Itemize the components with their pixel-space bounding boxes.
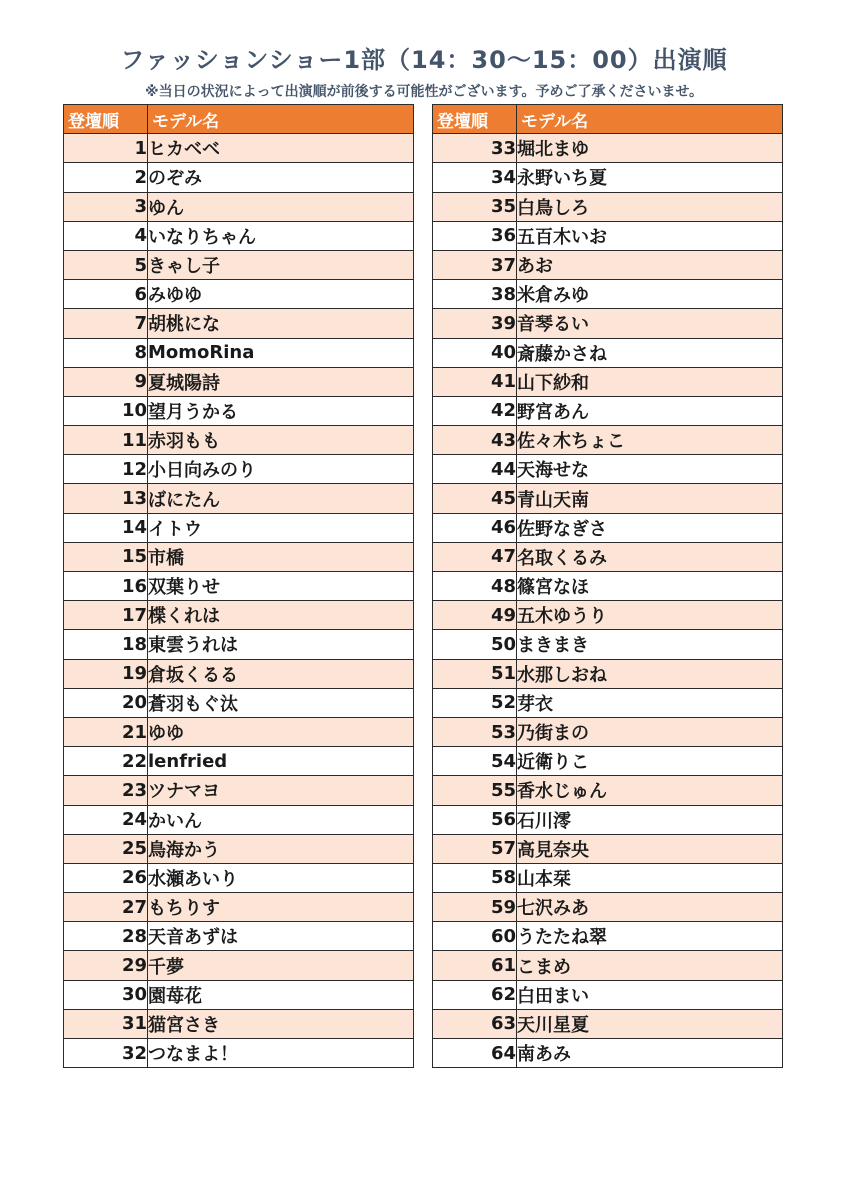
table-row xyxy=(64,484,414,513)
model-name: 東雲うれは xyxy=(148,630,414,659)
table-row xyxy=(433,513,783,542)
order-number: 23 xyxy=(64,776,148,805)
table-row xyxy=(64,513,414,542)
table-row xyxy=(433,396,783,425)
table-row xyxy=(433,893,783,922)
lineup-table-right xyxy=(432,104,783,1068)
table-row xyxy=(64,221,414,250)
order-number: 60 xyxy=(433,922,517,951)
model-name: 斎藤かさね xyxy=(517,338,783,367)
model-name: 天川星夏 xyxy=(517,1009,783,1038)
order-number: 53 xyxy=(433,717,517,746)
model-name: 鳥海かう xyxy=(148,834,414,863)
table-row xyxy=(433,572,783,601)
order-number: 45 xyxy=(433,484,517,513)
table-row xyxy=(64,163,414,192)
model-name: 五百木いお xyxy=(517,221,783,250)
model-name: 胡桃にな xyxy=(148,309,414,338)
lineup-table-left xyxy=(63,104,414,1068)
order-number: 59 xyxy=(433,893,517,922)
model-name: MomoRina xyxy=(148,338,414,367)
model-name: ゆゆ xyxy=(148,717,414,746)
order-number: 36 xyxy=(433,221,517,250)
header-order: 登壇順 xyxy=(433,105,517,134)
order-number: 27 xyxy=(64,893,148,922)
table-row xyxy=(64,630,414,659)
order-number: 39 xyxy=(433,309,517,338)
table-row xyxy=(433,659,783,688)
order-number: 50 xyxy=(433,630,517,659)
model-name: ツナマヨ xyxy=(148,776,414,805)
table-row xyxy=(64,367,414,396)
model-name: 堀北まゆ xyxy=(517,134,783,163)
order-number: 28 xyxy=(64,922,148,951)
order-number: 20 xyxy=(64,688,148,717)
model-name: 佐々木ちょこ xyxy=(517,426,783,455)
order-number: 43 xyxy=(433,426,517,455)
table-row xyxy=(433,1009,783,1038)
table-row xyxy=(433,250,783,279)
model-name: 南あみ xyxy=(517,1039,783,1068)
table-row xyxy=(64,688,414,717)
order-number: 9 xyxy=(64,367,148,396)
table-row xyxy=(64,951,414,980)
order-number: 30 xyxy=(64,980,148,1009)
order-number: 33 xyxy=(433,134,517,163)
table-row xyxy=(433,280,783,309)
table-row xyxy=(433,951,783,980)
model-name: ゆん xyxy=(148,192,414,221)
model-name: 高見奈央 xyxy=(517,834,783,863)
table-row xyxy=(64,134,414,163)
order-number: 16 xyxy=(64,572,148,601)
model-name: イトウ xyxy=(148,513,414,542)
order-number: 25 xyxy=(64,834,148,863)
model-name: lenfried xyxy=(148,747,414,776)
model-name: ばにたん xyxy=(148,484,414,513)
model-name: 五木ゆうり xyxy=(517,601,783,630)
table-row xyxy=(64,192,414,221)
order-number: 55 xyxy=(433,776,517,805)
table-row xyxy=(64,659,414,688)
table-row xyxy=(433,980,783,1009)
order-number: 6 xyxy=(64,280,148,309)
table-row xyxy=(64,601,414,630)
order-number: 46 xyxy=(433,513,517,542)
table-row xyxy=(64,717,414,746)
table-row xyxy=(433,484,783,513)
table-row xyxy=(433,455,783,484)
order-number: 41 xyxy=(433,367,517,396)
model-name: 水瀬あいり xyxy=(148,863,414,892)
order-number: 61 xyxy=(433,951,517,980)
table-row xyxy=(433,134,783,163)
table-row xyxy=(64,922,414,951)
model-name: あお xyxy=(517,250,783,279)
model-name: 近衛りこ xyxy=(517,747,783,776)
order-number: 62 xyxy=(433,980,517,1009)
order-number: 10 xyxy=(64,396,148,425)
header-model-name: モデル名 xyxy=(148,105,414,134)
header-order: 登壇順 xyxy=(64,105,148,134)
order-number: 63 xyxy=(433,1009,517,1038)
order-number: 58 xyxy=(433,863,517,892)
model-name: のぞみ xyxy=(148,163,414,192)
order-number: 26 xyxy=(64,863,148,892)
model-name: 天音あずは xyxy=(148,922,414,951)
table-row xyxy=(433,630,783,659)
order-number: 34 xyxy=(433,163,517,192)
model-name: 猫宮さき xyxy=(148,1009,414,1038)
order-number: 3 xyxy=(64,192,148,221)
model-name: きゃし子 xyxy=(148,250,414,279)
table-header-row xyxy=(64,105,414,134)
model-name: ヒカベベ xyxy=(148,134,414,163)
model-name: 芽衣 xyxy=(517,688,783,717)
order-number: 37 xyxy=(433,250,517,279)
table-row xyxy=(433,221,783,250)
table-row xyxy=(64,834,414,863)
order-number: 1 xyxy=(64,134,148,163)
model-name: 蒼羽もぐ汰 xyxy=(148,688,414,717)
order-number: 21 xyxy=(64,717,148,746)
model-name: かいん xyxy=(148,805,414,834)
model-name: 倉坂くるる xyxy=(148,659,414,688)
order-number: 54 xyxy=(433,747,517,776)
order-number: 13 xyxy=(64,484,148,513)
model-name: 名取くるみ xyxy=(517,542,783,571)
table-row xyxy=(433,834,783,863)
model-name: 園苺花 xyxy=(148,980,414,1009)
model-name: 音琴るい xyxy=(517,309,783,338)
model-name: 米倉みゆ xyxy=(517,280,783,309)
table-row xyxy=(64,1009,414,1038)
table-row xyxy=(433,922,783,951)
model-name: うたたね翠 xyxy=(517,922,783,951)
model-name: 望月うかる xyxy=(148,396,414,425)
table-row xyxy=(64,863,414,892)
table-row xyxy=(64,309,414,338)
table-header-row xyxy=(433,105,783,134)
model-name: 香水じゅん xyxy=(517,776,783,805)
order-number: 57 xyxy=(433,834,517,863)
table-row xyxy=(64,747,414,776)
order-number: 11 xyxy=(64,426,148,455)
order-number: 4 xyxy=(64,221,148,250)
table-row xyxy=(433,192,783,221)
order-number: 64 xyxy=(433,1039,517,1068)
order-number: 49 xyxy=(433,601,517,630)
table-row xyxy=(64,776,414,805)
order-number: 17 xyxy=(64,601,148,630)
model-name: 山本栞 xyxy=(517,863,783,892)
model-name: 永野いち夏 xyxy=(517,163,783,192)
model-name: まきまき xyxy=(517,630,783,659)
table-row xyxy=(64,572,414,601)
table-row xyxy=(433,338,783,367)
order-number: 47 xyxy=(433,542,517,571)
model-name: 乃街まの xyxy=(517,717,783,746)
notice-text: ※当日の状況によって出演順が前後する可能性がございます。予めご了承くださいませ。 xyxy=(144,84,704,100)
order-number: 22 xyxy=(64,747,148,776)
order-number: 51 xyxy=(433,659,517,688)
table-row xyxy=(64,338,414,367)
page-title: ファッションショー1部（14：30〜15：00）出演順 xyxy=(120,46,728,74)
order-number: 18 xyxy=(64,630,148,659)
order-number: 7 xyxy=(64,309,148,338)
table-row xyxy=(433,717,783,746)
table-row xyxy=(433,367,783,396)
order-number: 35 xyxy=(433,192,517,221)
table-row xyxy=(64,280,414,309)
order-number: 14 xyxy=(64,513,148,542)
table-row xyxy=(433,805,783,834)
table-row xyxy=(433,542,783,571)
table-row xyxy=(64,396,414,425)
order-number: 31 xyxy=(64,1009,148,1038)
table-row xyxy=(64,980,414,1009)
order-number: 8 xyxy=(64,338,148,367)
model-name: 白鳥しろ xyxy=(517,192,783,221)
model-name: 夏城陽詩 xyxy=(148,367,414,396)
table-row xyxy=(433,863,783,892)
model-name: 野宮あん xyxy=(517,396,783,425)
order-number: 52 xyxy=(433,688,517,717)
model-name: つなまよ！ xyxy=(148,1039,414,1068)
table-row xyxy=(64,455,414,484)
model-name: 篠宮なほ xyxy=(517,572,783,601)
model-name: 白田まい xyxy=(517,980,783,1009)
order-number: 40 xyxy=(433,338,517,367)
table-row xyxy=(433,1039,783,1068)
model-name: 千夢 xyxy=(148,951,414,980)
table-row xyxy=(433,309,783,338)
order-number: 29 xyxy=(64,951,148,980)
order-number: 2 xyxy=(64,163,148,192)
model-name: みゆゆ xyxy=(148,280,414,309)
order-number: 38 xyxy=(433,280,517,309)
order-number: 12 xyxy=(64,455,148,484)
table-row xyxy=(433,426,783,455)
table-row xyxy=(64,542,414,571)
header-model-name: モデル名 xyxy=(517,105,783,134)
model-name: 赤羽もも xyxy=(148,426,414,455)
model-name: 七沢みあ xyxy=(517,893,783,922)
model-name: 双葉りせ xyxy=(148,572,414,601)
table-row xyxy=(433,747,783,776)
model-name: 市橋 xyxy=(148,542,414,571)
order-number: 24 xyxy=(64,805,148,834)
order-number: 48 xyxy=(433,572,517,601)
table-row xyxy=(64,805,414,834)
model-name: 石川澪 xyxy=(517,805,783,834)
table-row xyxy=(64,426,414,455)
model-name: 楪くれは xyxy=(148,601,414,630)
model-name: もちりす xyxy=(148,893,414,922)
table-row xyxy=(64,1039,414,1068)
model-name: こまめ xyxy=(517,951,783,980)
table-row xyxy=(64,250,414,279)
order-number: 15 xyxy=(64,542,148,571)
order-number: 19 xyxy=(64,659,148,688)
model-name: 佐野なぎさ xyxy=(517,513,783,542)
table-row xyxy=(64,893,414,922)
order-number: 44 xyxy=(433,455,517,484)
order-number: 42 xyxy=(433,396,517,425)
table-row xyxy=(433,776,783,805)
model-name: 青山天南 xyxy=(517,484,783,513)
model-name: 小日向みのり xyxy=(148,455,414,484)
table-row xyxy=(433,688,783,717)
order-number: 5 xyxy=(64,250,148,279)
model-name: いなりちゃん xyxy=(148,221,414,250)
model-name: 山下紗和 xyxy=(517,367,783,396)
order-number: 32 xyxy=(64,1039,148,1068)
model-name: 水那しおね xyxy=(517,659,783,688)
model-name: 天海せな xyxy=(517,455,783,484)
order-number: 56 xyxy=(433,805,517,834)
table-row xyxy=(433,163,783,192)
table-row xyxy=(433,601,783,630)
